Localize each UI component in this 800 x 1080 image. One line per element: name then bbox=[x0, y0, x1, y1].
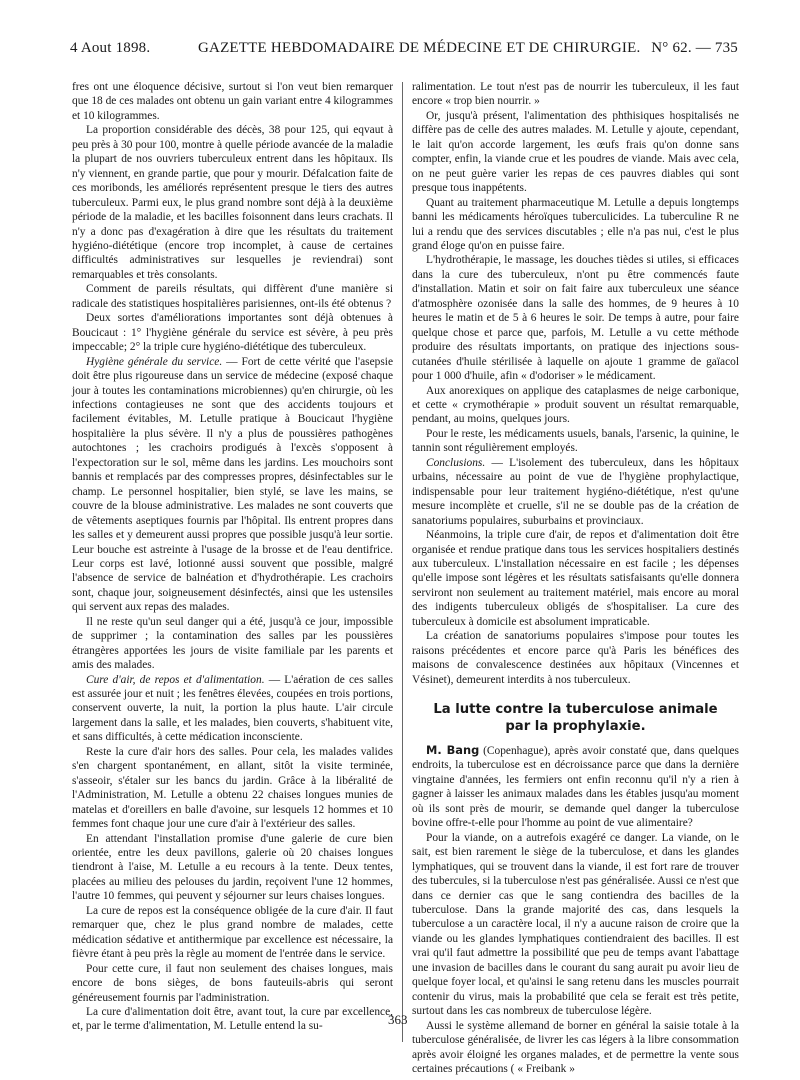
running-header bbox=[70, 40, 738, 66]
paragraph-text: Comment de pareils résultats, qui diffèrent d'une manière si radicale des statistiques hospitalières parisiennes, ont-ils été obtenus ? bbox=[72, 283, 393, 310]
paragraph-text: Reste la cure d'air hors des salles. Pour cela, les malades valides s'en chargent spontanément, en allant, sitôt la visite terminée, s'asseoir, s'étaler sur les bancs du jardin. Grâce à la libéralité de l'Administration, M. Letulle a obtenu 22 chaises longues munies de matelas et d'oreillers en balle d'avoine, sur lesquels 12 hommes et 10 femmes font chaque jour une cure d'air à l'extérieur des salles. bbox=[72, 745, 393, 831]
paragraph-lead: Hygiène générale du service. bbox=[86, 355, 223, 368]
paragraph-text: Néanmoins, la triple cure d'air, de repos et d'alimentation doit être organisée et rendue pratique dans tous les services hospitaliers destinés aux tuberculeux. L'installation nécessaire en est facile ; les dépenses qu'elle impose sont légères et les résultats satisfaisants qu'elle donnera serviront non seulement au traitement matériel, mais encore au moral des indigents tuberculeux obligés de s'hospitaliser. La cure des tuberculeux à domicile est absolument impraticable. bbox=[412, 529, 739, 628]
paragraph bbox=[412, 80, 739, 109]
paragraph-text: (Copenhague), après avoir constaté que, dans quelques endroits, la tuberculose est en décroissance parce que dans la dernière vingtaine d'années, les fermiers ont enfin reconnu qu'il n'y a rien à gagner à laisser les animaux malades dans les étables jusqu'au moment où ils sont près de mourir, se demande quel danger la tuberculose bovine offre-t-elle pour l'homme au point de vue alimentaire? bbox=[412, 745, 739, 830]
paragraph-text: La proportion considérable des décès, 38 pour 125, qui eqvaut à peu près à 30 pour 100, montre à quelle période avancée de la maladie la plupart de nos ouvriers tuberculeux entrent dans les hôpitaux. Ils n'y viennent, en grande partie, que pour y mourir. Défalcation faite de ces moribonds, les améliorés représentent presque le tiers des autres tuberculeux. Parmi eux, le plus grand nombre sont déjà à la deuxième période de la maladie, et les bacilles foisonnent dans leurs crachats. Il n'y a donc pas d'exagération à dire que les résultats du traitement hygiéno-diététique (encore trop incomplet, à cause de certaines difficultés administratives sur lesquelles je reviendrai) sont remarquables et très consolants. bbox=[72, 124, 393, 281]
paragraph bbox=[72, 1005, 393, 1034]
column-rule bbox=[402, 82, 403, 1042]
paragraph bbox=[412, 1019, 739, 1077]
paragraph-text: — Fort de cette vérité que l'asepsie doit être plus rigoureuse dans un service de médecine (exposé chaque jour à toutes les contaminations microbiennes) qu'en chirurgie, où les infections contagieuses ne sont que des accidents toujours et facilement évitables, M. Letulle pratique à Boucicaut l'hygiène hospitalière la plus sévère. Il n'y a plus de poussières pathogènes autochtones ; les crachoirs prodigués à l'excès s'opposent à l'expectoration sur le sol, même dans les jardins. Les mouchoirs sont bannis et remplacés par des compresses propres, désinfectables sur le champ. Le personnel hospitalier, bien stylé, se lave les mains, se couvre de la blouse administrative. Les malades ne sont couverts que de vêtements aseptiques fournis par l'hôpital. Ils entrent propres dans les salles et y demeurent aussi propres que possible jusqu'à leur sortie. Leur bouche est astreinte à l'usage de la brosse et de l'eau dentifrice. Leur corps est lavé, lotionné aussi souvent que possible, malgré l'absence de service de balnéation et d'hydrothérapie. Les crachoirs sont, chaque jour, soigneusement désinfectés, ainsi que les ustensiles qui servent aux repas des malades. bbox=[72, 355, 393, 614]
paragraph-text: Aussi le système allemand de borner en général la saisie totale à la tuberculose généralisée, de livrer les cas légers à la libre consommation après avoir éloigné les organes malades, et de permettre la vente sous certaines précautions ( « Freibank » bbox=[412, 1019, 739, 1075]
paragraph bbox=[72, 615, 393, 673]
right-column-text-2 bbox=[412, 743, 739, 1076]
paragraph bbox=[72, 832, 393, 904]
paragraph bbox=[412, 196, 739, 254]
section-title-line-1: La lutte contre la tuberculose animale bbox=[433, 702, 718, 718]
page-folio: 363 bbox=[388, 1012, 408, 1027]
header-date: 4 Aout 1898. bbox=[70, 40, 151, 56]
paragraph-text: Il ne reste qu'un seul danger qui a été, jusqu'à ce jour, impossible de supprimer ; la contamination des salles par les poussières étrangères apportées les jours de visite familiale par les parents et amis des malades. bbox=[72, 615, 393, 672]
section-title bbox=[412, 701, 739, 735]
paragraph bbox=[72, 123, 393, 282]
left-column bbox=[72, 80, 393, 1034]
paragraph bbox=[412, 528, 739, 629]
paragraph-text: Deux sortes d'améliorations importantes sont déjà obtenues à Boucicaut : 1° l'hygiène générale du service est sévère, à peu près impeccable; 2° la triple cure hygiéno-diététique des tuberculeux. bbox=[72, 312, 393, 354]
right-column-text bbox=[412, 80, 739, 687]
paragraph-text: fres ont une éloquence décisive, surtout si l'on veut bien remarquer que 18 de ces malades ont obtenu un gain variant entre 4 kilogrammes et 10 kilogrammes. bbox=[72, 81, 393, 122]
paragraph bbox=[72, 80, 393, 123]
paragraph bbox=[72, 745, 393, 832]
paragraph-text: — L'isolement des tuberculeux, dans les hôpitaux urbains, nécessaire au point de vue de l'hygiène prophylactique, indispensable pour leur traitement hygiéno-diététique, n'est qu'une mesure incomplète et cruelle, s'il ne se double pas de la création de sanatoriums populaires, suburbains et provinciaux. bbox=[412, 456, 739, 527]
paragraph bbox=[412, 456, 739, 528]
paragraph bbox=[72, 904, 393, 962]
paragraph bbox=[412, 253, 739, 383]
paragraph bbox=[72, 282, 393, 311]
paragraph-text: La cure d'alimentation doit être, avant tout, la cure par excellence, et, par le terme d'alimentation, M. Letulle entend la su- bbox=[72, 1006, 393, 1033]
paragraph-text: L'hydrothérapie, le massage, les douches tièdes si utiles, si efficaces dans la cure des tuberculeux, n'ont pu être commencés faute d'installation. Matin et soir on fait faire aux tuberculeux une séance d'atmosphère ozonisée dans la salle des hommes, de 9 heures à 10 heures le matin et de 5 à 6 heures le soir. De temps à autre, pour faire quelque chose et parce que, parfois, M. Letulle a vu cette méthode produire des résultats importants, on pratique des injections sous-cutanées d'huile stérilisée à laquelle on ajoute 1 gramme de gaïacol pour 1 000 d'huile, afin « d'odoriser » le médicament. bbox=[412, 254, 739, 383]
paragraph-text: Quant au traitement pharmaceutique M. Letulle a depuis longtemps banni les médicaments héroïques tuberculicides. La tuberculine R ne lui a rendu que des services discutables ; elle n'a pas nui, c'est le plus grand éloge qu'on en puisse faire. bbox=[412, 196, 739, 252]
paragraph-text: La création de sanatoriums populaires s'impose pour toutes les raisons précédentes et encore parce qu'à Paris les bénéfices des maisons de convalescence destinées aux hôpitaux (Vincennes et Vésinet), demeurent interdits à nos tuberculeux. bbox=[412, 630, 739, 686]
paragraph-text: En attendant l'installation promise d'une galerie de cure bien orientée, entre les deux pavillons, galerie où 20 chaises longues tiendront à l'aise, M. Letulle a eu recours à la tente. Deux tentes, placées au milieu des pelouses du jardin, reçoivent l'une 12 hommes, l'autre 10 femmes, qui peuvent y séjourner sur leurs chaises longues. bbox=[72, 832, 393, 903]
paragraph bbox=[412, 384, 739, 427]
paragraph-text: Aux anorexiques on applique des cataplasmes de neige carbonique, et cette « crymothérapie » produit souvent un résultat remarquable, pendant, au moins, quelques jours. bbox=[412, 384, 739, 426]
paragraph-text: — L'aération de ces salles est assurée jour et nuit ; les fenêtres élevées, coupées en trois portions, conservent ouverte, la nuit, la portion la plus haute. L'air circule largement dans la salle, et les malades, bien couverts, s'habituent vite, et sans difficultés, à cette médication inconsciente. bbox=[72, 673, 394, 744]
right-column bbox=[412, 80, 739, 1076]
paragraph bbox=[72, 355, 393, 615]
paragraph bbox=[412, 629, 739, 687]
paragraph bbox=[412, 831, 739, 1019]
paragraph bbox=[412, 743, 739, 831]
section-title-line-2: par la prophylaxie. bbox=[505, 719, 646, 735]
paragraph-text: La cure de repos est la conséquence obligée de la cure d'air. Il faut remarquer que, chez le plus grand nombre de malades, cette médication sédative et antithermique par excellence est nécessaire, la fièvre étant à peu près la règle au moment de l'entrée dans le service. bbox=[72, 904, 393, 961]
paragraph bbox=[72, 311, 393, 354]
paragraph bbox=[412, 427, 739, 456]
paragraph-text: Pour cette cure, il faut non seulement des chaises longues, mais encore de bons sièges, de bons fauteuils-abris qui seront généreusement fournis par l'administration. bbox=[72, 962, 393, 1004]
paragraph-lead: Cure d'air, de repos et d'alimentation. bbox=[86, 673, 265, 686]
paragraph-text: Or, jusqu'à présent, l'alimentation des phthisiques hospitalisés ne diffère pas de celle des autres malades. M. Letulle y ajoute, cependant, le lait qu'on accorde largement, les œufs frais qu'on donne sans compter, enfin, la viande crue et les poudres de viande. Mais avec cela, on ne peut guère varier les repas de ces pauvres diables qui sont presque tous inappétents. bbox=[412, 109, 739, 195]
header-title: GAZETTE HEBDOMADAIRE DE MÉDECINE ET DE CHIRURGIE. bbox=[198, 40, 641, 56]
paragraph bbox=[72, 962, 393, 1005]
paragraph bbox=[72, 673, 393, 745]
paragraph-text: Pour la viande, on a autrefois exagéré ce danger. La viande, on le sait, est bien rarement le siège de la tuberculose, et dans les glandes lymphatiques, qui se trouvent dans la viande, il est fort rare de trouver des tubercules, si la tuberculose n'est pas généralisée. Aussi ce n'est que dans ce dernier cas que le sang contiendra des bacilles de la tuberculose. Dans la grande majorité des cas, dans lesquels la tuberculose a un caractère local, il n'y a aucune raison de croire que la viande ou les glandes lymphatiques contiendraient des bacilles. Il est vrai qu'il faut admettre la possibilité que peu de temps avant l'abattage une invasion de bacilles dans le courant du sang aurait pu avoir lieu de quelque foyer local, et qu'ainsi le sang retenu dans les muscles pourrait contenir du virus, mais la probabilité que cela se ferait est très petite, surtout dans les cas nombreux de tuberculose légère. bbox=[412, 831, 739, 1018]
paragraph-text: Pour le reste, les médicaments usuels, banals, l'arsenic, la quinine, le tannin sont régulièrement employés. bbox=[412, 427, 739, 455]
paragraph-author: M. Bang bbox=[426, 743, 480, 758]
paragraph-lead: Conclusions. bbox=[426, 456, 486, 469]
header-issue-page: N° 62. — 735 bbox=[651, 40, 738, 56]
paragraph-text: ralimentation. Le tout n'est pas de nourrir les tuberculeux, il les faut encore « trop bien nourrir. » bbox=[412, 81, 739, 108]
paragraph bbox=[412, 109, 739, 196]
